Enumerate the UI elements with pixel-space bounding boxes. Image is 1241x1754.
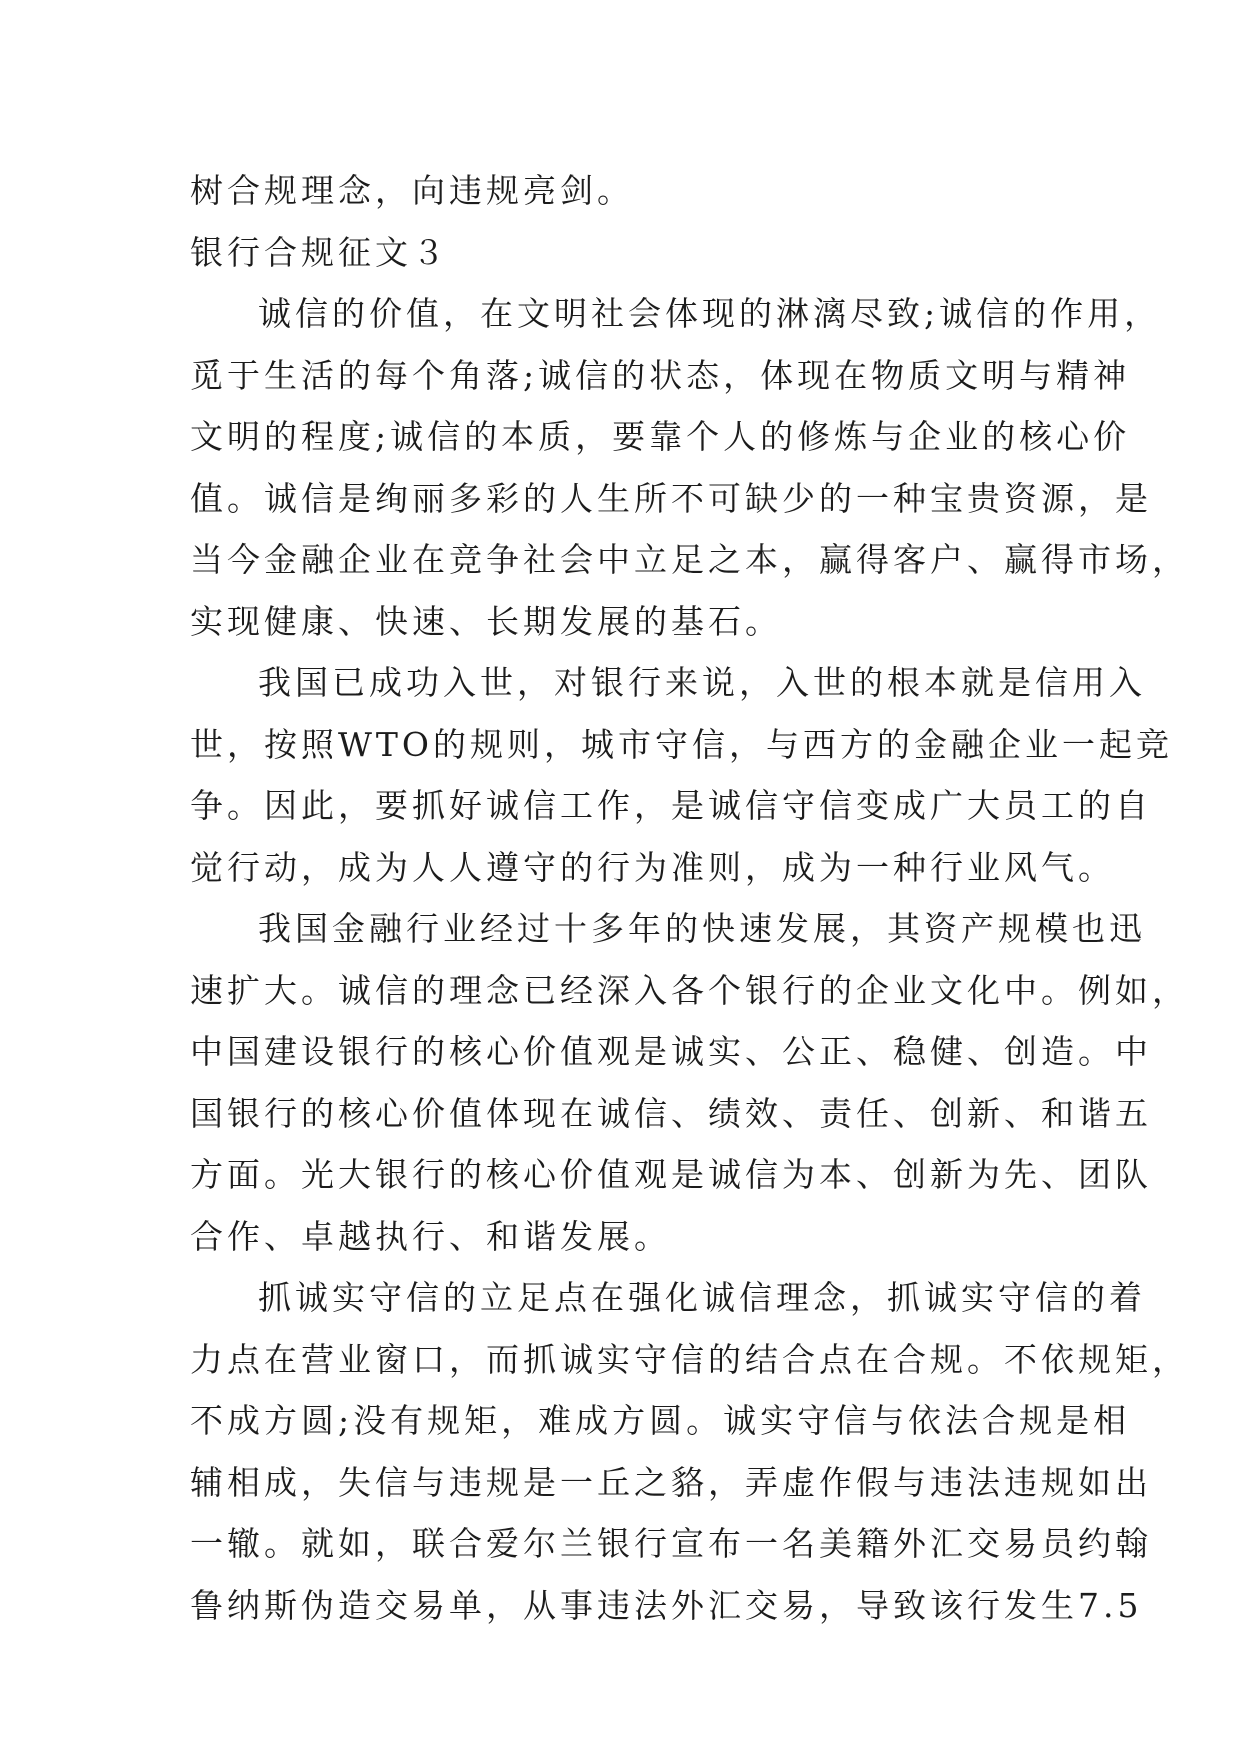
text-line: 值。诚信是绚丽多彩的人生所不可缺少的一种宝贵资源，是 [190,478,1152,518]
text-line: 当今金融企业在竞争社会中立足之本，赢得客户、赢得市场， [190,540,1189,579]
document-body [190,160,1189,1636]
text-line: 一辙。就如，联合爱尔兰银行宣布一名美籍外汇交易员约翰 [190,1524,1152,1563]
paragraph-first-line: 我国已成功入世，对银行来说，入世的根本就是信用入 [258,663,1146,702]
text-line: 速扩大。诚信的理念已经深入各个银行的企业文化中。例如， [190,970,1189,1010]
text-line: 方面。光大银行的核心价值观是诚信为本、创新为先、团队 [190,1155,1152,1194]
text-line: 中国建设银行的核心价值观是诚实、公正、稳健、创造。中 [190,1032,1152,1071]
text-line: 争。因此，要抓好诚信工作，是诚信守信变成广大员工的自 [190,786,1152,825]
text-line: 文明的程度;诚信的本质，要靠个人的修炼与企业的核心价 [190,417,1131,456]
text-line: 实现健康、快速、长期发展的基石。 [190,601,782,641]
paragraph-first-line: 我国金融行业经过十多年的快速发展，其资产规模也迅 [258,909,1146,948]
paragraph-first-line: 诚信的价值，在文明社会体现的淋漓尽致;诚信的作用， [258,294,1162,333]
text-line: 鲁纳斯伪造交易单，从事违法外汇交易，导致该行发生7.5 [190,1585,1143,1625]
text-line: 合作、卓越执行、和谐发展。 [190,1216,671,1256]
text-line: 树合规理念，向违规亮剑。 [190,171,634,210]
text-line: 国银行的核心价值体现在诚信、绩效、责任、创新、和谐五 [190,1093,1152,1133]
section-heading: 银行合规征文３ [190,232,449,272]
text-line: 不成方圆;没有规矩，难成方圆。诚实守信与依法合规是相 [190,1401,1131,1440]
text-line: 觅于生活的每个角落;诚信的状态，体现在物质文明与精神 [190,355,1131,395]
text-line: 觉行动，成为人人遵守的行为准则，成为一种行业风气。 [190,847,1115,887]
text-line: 辅相成，失信与违规是一丘之貉，弄虚作假与违法违规如出 [190,1462,1152,1502]
text-line: 力点在营业窗口，而抓诚实守信的结合点在合规。不依规矩， [190,1339,1189,1379]
text-line: 世，按照WTO的规则，城市守信，与西方的金融企业一起竞 [190,724,1173,764]
paragraph-first-line: 抓诚实守信的立足点在强化诚信理念，抓诚实守信的着 [258,1278,1146,1317]
